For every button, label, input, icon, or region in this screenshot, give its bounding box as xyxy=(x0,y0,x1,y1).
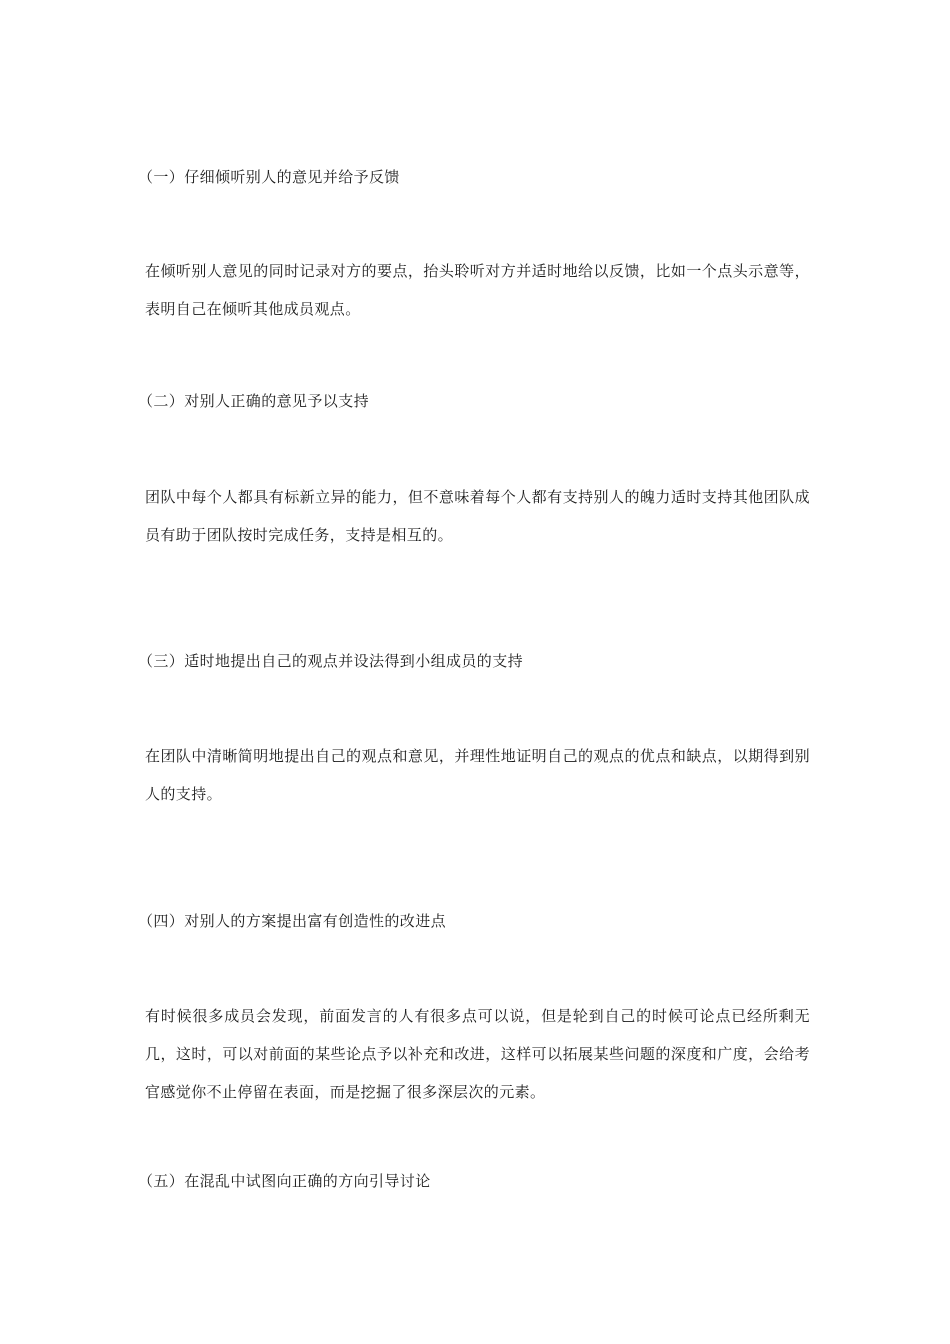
section-4-heading: （四）对别人的方案提出富有创造性的改进点 xyxy=(138,912,447,930)
section-4-body: 有时候很多成员会发现，前面发言的人有很多点可以说，但是轮到自己的时候可论点已经所剩无几，这时，可以对前面的某些论点予以补充和改进，这样可以拓展某些问题的深度和广度，会给考官感觉你不止停留在表面，而是挖掘了很多深层次的元素。 xyxy=(145,1007,810,1101)
section-3-body: 在团队中清晰简明地提出自己的观点和意见，并理性地证明自己的观点的优点和缺点，以期得到别人的支持。 xyxy=(145,747,810,803)
section-1-heading: （一）仔细倾听别人的意见并给予反馈 xyxy=(138,168,400,186)
section-2-body: 团队中每个人都具有标新立异的能力，但不意味着每个人都有支持别人的魄力适时支持其他团队成员有助于团队按时完成任务，支持是相互的。 xyxy=(145,488,810,544)
section-3-heading: （三）适时地提出自己的观点并设法得到小组成员的支持 xyxy=(138,652,524,670)
section-5-heading: （五）在混乱中试图向正确的方向引导讨论 xyxy=(138,1172,431,1190)
section-1-body: 在倾听别人意见的同时记录对方的要点，抬头聆听对方并适时地给以反馈，比如一个点头示意等，表明自己在倾听其他成员观点。 xyxy=(145,262,810,318)
section-2-heading: （二）对别人正确的意见予以支持 xyxy=(138,392,370,410)
